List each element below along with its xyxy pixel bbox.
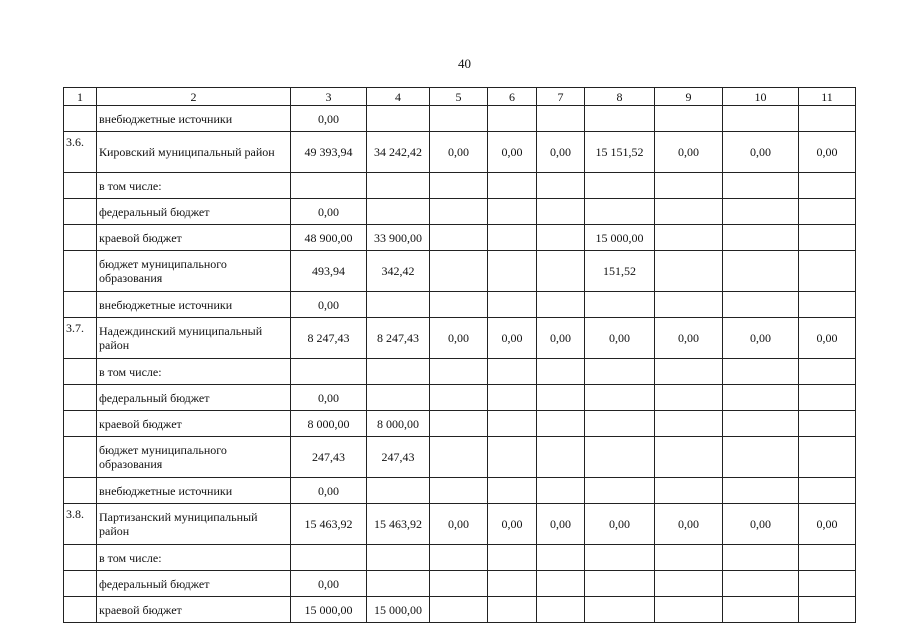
value-cell: 15 463,92 [291,504,367,545]
value-cell: 0,00 [585,504,655,545]
value-cell: 33 900,00 [367,225,430,251]
value-cell [430,225,488,251]
value-cell [655,359,723,385]
table-row [64,199,856,225]
table-row [64,411,856,437]
value-cell [488,225,537,251]
value-cell: 48 900,00 [291,225,367,251]
row-label: Надеждинский муниципальный район [97,318,291,359]
value-cell: 0,00 [537,318,585,359]
value-cell [655,106,723,132]
value-cell [655,478,723,504]
value-cell [585,292,655,318]
value-cell [585,411,655,437]
value-cell: 0,00 [488,132,537,173]
value-cell [367,478,430,504]
column-header: 4 [367,88,430,106]
value-cell [655,225,723,251]
value-cell: 0,00 [430,132,488,173]
row-label: краевой бюджет [97,411,291,437]
value-cell [537,199,585,225]
value-cell [488,411,537,437]
row-label: внебюджетные источники [97,106,291,132]
value-cell: 0,00 [655,318,723,359]
value-cell: 151,52 [585,251,655,292]
value-cell: 34 242,42 [367,132,430,173]
value-cell [488,571,537,597]
value-cell [488,478,537,504]
row-label: федеральный бюджет [97,571,291,597]
value-cell: 15 000,00 [585,225,655,251]
value-cell [799,173,856,199]
row-number [64,411,97,437]
value-cell [723,545,799,571]
table-row [64,385,856,411]
column-header: 1 [64,88,97,106]
value-cell [430,571,488,597]
value-cell [585,437,655,478]
value-cell [655,597,723,623]
value-cell: 0,00 [537,504,585,545]
value-cell [488,597,537,623]
value-cell [488,437,537,478]
value-cell: 0,00 [291,571,367,597]
value-cell [585,359,655,385]
value-cell: 15 000,00 [291,597,367,623]
value-cell [537,571,585,597]
table-row [64,173,856,199]
value-cell: 0,00 [655,132,723,173]
value-cell: 0,00 [488,318,537,359]
row-label: федеральный бюджет [97,385,291,411]
value-cell [799,545,856,571]
value-cell [430,545,488,571]
row-number [64,545,97,571]
value-cell [799,571,856,597]
value-cell: 0,00 [799,318,856,359]
value-cell [585,173,655,199]
row-number: 3.6. [64,132,97,173]
value-cell [537,597,585,623]
value-cell: 8 247,43 [367,318,430,359]
value-cell [585,199,655,225]
row-number [64,251,97,292]
value-cell [430,173,488,199]
column-header: 6 [488,88,537,106]
budget-table [63,87,856,623]
value-cell: 0,00 [291,292,367,318]
value-cell: 0,00 [291,478,367,504]
value-cell [430,251,488,292]
value-cell [537,359,585,385]
value-cell [799,106,856,132]
value-cell [655,571,723,597]
row-number: 3.7. [64,318,97,359]
value-cell [430,478,488,504]
column-header: 3 [291,88,367,106]
value-cell [367,292,430,318]
value-cell [723,571,799,597]
value-cell [723,199,799,225]
table-row [64,292,856,318]
value-cell: 8 247,43 [291,318,367,359]
value-cell [537,437,585,478]
row-number [64,173,97,199]
row-number [64,437,97,478]
value-cell [430,385,488,411]
row-label: внебюджетные источники [97,478,291,504]
value-cell: 0,00 [430,504,488,545]
row-number [64,225,97,251]
value-cell [367,385,430,411]
row-label: бюджет муниципального образования [97,251,291,292]
column-header: 9 [655,88,723,106]
value-cell [655,385,723,411]
table-row [64,359,856,385]
value-cell [537,106,585,132]
value-cell [537,173,585,199]
value-cell [537,411,585,437]
value-cell [291,173,367,199]
value-cell [723,251,799,292]
column-header: 11 [799,88,856,106]
value-cell [799,385,856,411]
value-cell: 0,00 [488,504,537,545]
value-cell [291,359,367,385]
value-cell: 0,00 [291,199,367,225]
row-label: в том числе: [97,173,291,199]
value-cell: 342,42 [367,251,430,292]
value-cell [537,545,585,571]
value-cell [367,173,430,199]
value-cell: 8 000,00 [367,411,430,437]
value-cell [430,106,488,132]
value-cell [655,411,723,437]
value-cell [655,292,723,318]
value-cell [488,359,537,385]
page-number: 40 [458,56,471,71]
value-cell [367,106,430,132]
value-cell [799,251,856,292]
value-cell [367,545,430,571]
column-header: 2 [97,88,291,106]
row-label: внебюджетные источники [97,292,291,318]
value-cell [430,292,488,318]
value-cell [799,597,856,623]
row-label: федеральный бюджет [97,199,291,225]
value-cell [430,597,488,623]
value-cell [537,478,585,504]
value-cell [799,437,856,478]
value-cell [799,225,856,251]
value-cell [537,251,585,292]
row-number [64,571,97,597]
value-cell [585,478,655,504]
value-cell [655,199,723,225]
row-number [64,199,97,225]
value-cell [430,437,488,478]
value-cell [367,359,430,385]
value-cell: 0,00 [585,318,655,359]
row-label: Кировский муниципальный район [97,132,291,173]
value-cell [723,173,799,199]
column-header: 10 [723,88,799,106]
row-label: бюджет муниципального образования [97,437,291,478]
column-header: 8 [585,88,655,106]
value-cell: 15 000,00 [367,597,430,623]
value-cell [723,478,799,504]
row-number [64,292,97,318]
value-cell: 493,94 [291,251,367,292]
value-cell: 0,00 [723,132,799,173]
value-cell [430,411,488,437]
row-label: в том числе: [97,359,291,385]
table-row [64,504,856,545]
value-cell [799,292,856,318]
value-cell [488,251,537,292]
header-row [64,88,856,106]
value-cell [655,437,723,478]
value-cell [585,385,655,411]
value-cell [799,411,856,437]
value-cell [723,411,799,437]
value-cell [488,385,537,411]
table-row [64,597,856,623]
value-cell: 0,00 [430,318,488,359]
table-row [64,225,856,251]
value-cell [430,199,488,225]
value-cell [655,545,723,571]
value-cell: 8 000,00 [291,411,367,437]
table-row [64,571,856,597]
value-cell [488,106,537,132]
value-cell [585,106,655,132]
value-cell [723,292,799,318]
value-cell [367,571,430,597]
value-cell [723,359,799,385]
value-cell [799,199,856,225]
table-body [64,88,856,623]
value-cell: 0,00 [655,504,723,545]
table-row [64,251,856,292]
row-number [64,385,97,411]
value-cell: 0,00 [291,385,367,411]
row-number: 3.8. [64,504,97,545]
value-cell [537,292,585,318]
value-cell [723,106,799,132]
value-cell [655,173,723,199]
row-label: краевой бюджет [97,597,291,623]
value-cell [291,545,367,571]
value-cell [430,359,488,385]
value-cell [723,385,799,411]
value-cell [585,571,655,597]
column-header: 7 [537,88,585,106]
value-cell: 247,43 [291,437,367,478]
value-cell: 247,43 [367,437,430,478]
value-cell [537,385,585,411]
value-cell [723,225,799,251]
value-cell: 0,00 [799,504,856,545]
table-row [64,132,856,173]
table-row [64,545,856,571]
row-label: краевой бюджет [97,225,291,251]
value-cell: 15 463,92 [367,504,430,545]
value-cell: 0,00 [799,132,856,173]
row-number [64,359,97,385]
value-cell: 0,00 [723,504,799,545]
value-cell [488,545,537,571]
value-cell: 0,00 [291,106,367,132]
value-cell: 49 393,94 [291,132,367,173]
value-cell [537,225,585,251]
value-cell: 0,00 [723,318,799,359]
value-cell [799,478,856,504]
table-row [64,478,856,504]
value-cell [723,437,799,478]
value-cell: 0,00 [537,132,585,173]
row-number [64,478,97,504]
value-cell [367,199,430,225]
value-cell [488,292,537,318]
value-cell [585,597,655,623]
table-row [64,318,856,359]
row-label: Партизанский муниципальный район [97,504,291,545]
value-cell [799,359,856,385]
value-cell [655,251,723,292]
value-cell [488,173,537,199]
row-number [64,106,97,132]
table-row [64,106,856,132]
value-cell [723,597,799,623]
column-header: 5 [430,88,488,106]
row-number [64,597,97,623]
value-cell: 15 151,52 [585,132,655,173]
row-label: в том числе: [97,545,291,571]
value-cell [488,199,537,225]
value-cell [585,545,655,571]
table-row [64,437,856,478]
